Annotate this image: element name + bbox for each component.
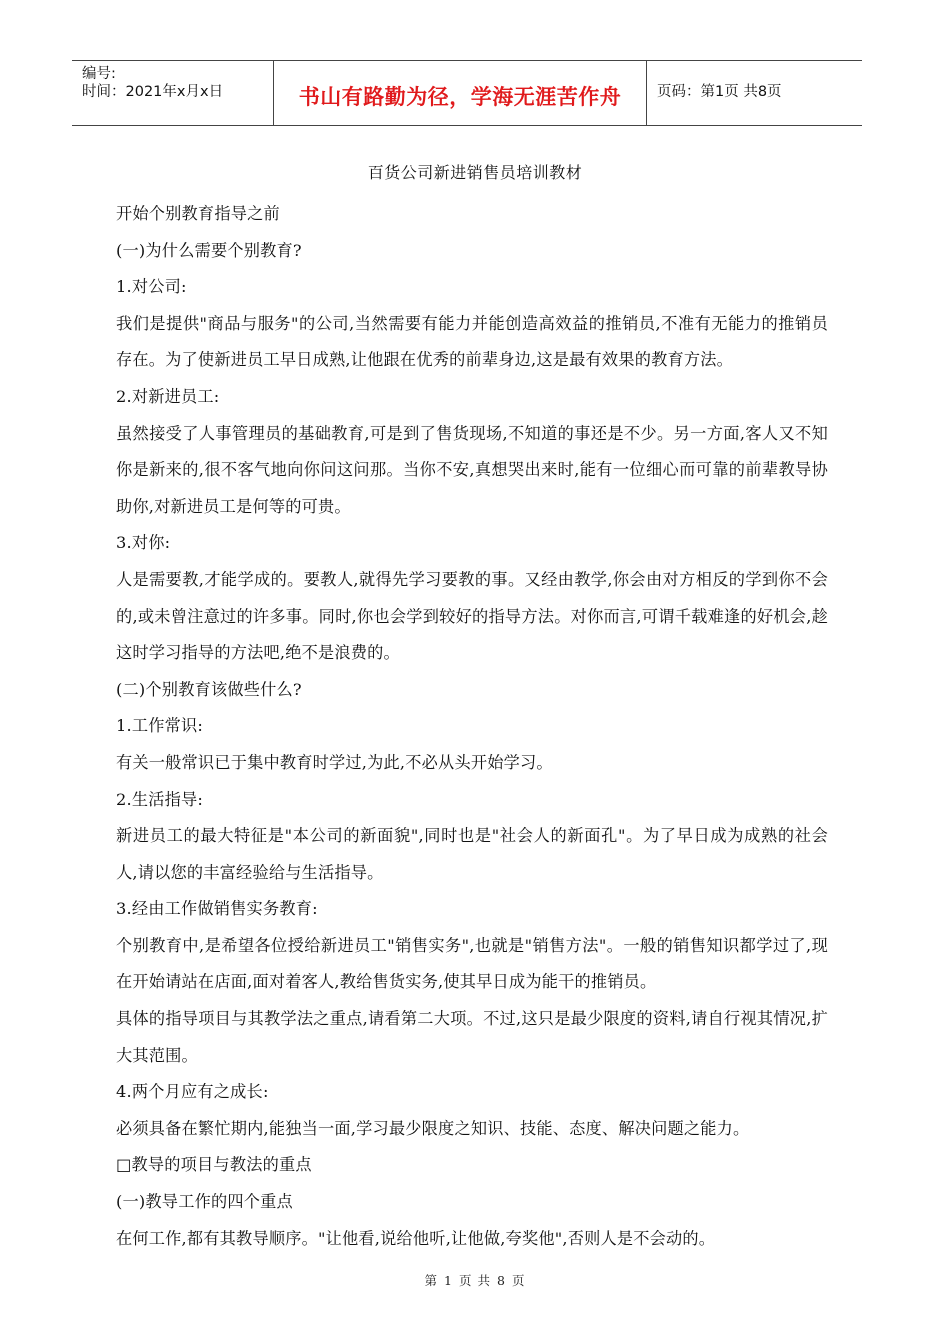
page-footer — [0, 1271, 950, 1289]
footer-suffix: 页 — [511, 1273, 526, 1288]
paragraph: 在何工作,都有其教导顺序。"让他看,说给他听,让他做,夸奖他",否则人是不会动的。 — [116, 1228, 716, 1248]
footer-prefix: 第 — [424, 1273, 439, 1288]
paragraph: 我们是提供"商品与服务"的公司,当然需要有能力并能创造高效益的推销员,不准有无能力的推销员存在。为了使新进员工早日成熟,让他跟在优秀的前辈身边,这是最有效果的教育方法。 — [116, 313, 828, 370]
paragraph: 1.工作常识: — [116, 716, 204, 736]
paragraph: 4.两个月应有之成长: — [116, 1082, 269, 1102]
document-title: 百货公司新进销售员培训教材 — [367, 163, 583, 182]
header-left-cell — [72, 61, 274, 125]
paragraph: 有关一般常识已于集中教育时学过,为此,不必从头开始学习。 — [116, 752, 553, 772]
paragraph: 2.生活指导: — [116, 789, 204, 809]
paragraph: (二)个别教育该做些什么? — [116, 679, 302, 699]
header-motto: 书山有路勤为径，学海无涯苦作舟 — [298, 85, 622, 109]
paragraph: 必须具备在繁忙期内,能独当一面,学习最少限度之知识、技能、态度、解决问题之能力。 — [116, 1118, 750, 1138]
header-page-label: 页码：第1页 共8页 — [657, 84, 782, 100]
paragraph: 3.经由工作做销售实务教育: — [116, 899, 318, 919]
paragraph: 3.对你: — [116, 533, 171, 553]
header-right-cell — [647, 61, 862, 125]
paragraph: 开始个别教育指导之前 — [116, 204, 280, 223]
footer-page-number: 1 — [444, 1273, 453, 1288]
paragraph: 个别教育中,是希望各位授给新进员工"销售实务",也就是"销售方法"。一般的销售知识都学过了,现在开始请站在店面,面对着客人,教给售货实务,使其早日成为能干的推销员。 — [116, 935, 828, 992]
document-number-label: 编号: — [82, 66, 116, 82]
paragraph: 新进员工的最大特征是"本公司的新面貌",同时也是"社会人的新面孔"。为了早日成为成熟的社会人,请以您的丰富经验给与生活指导。 — [116, 826, 828, 882]
paragraph: 1.对公司: — [116, 277, 187, 297]
paragraph: (一)教导工作的四个重点 — [116, 1192, 293, 1212]
footer-total-pages: 8 — [496, 1273, 506, 1288]
page-header — [72, 60, 862, 126]
paragraph: 2.对新进员工: — [116, 386, 220, 406]
document-body — [116, 196, 828, 1257]
paragraph: (一)为什么需要个别教育? — [116, 240, 302, 260]
paragraph: 人是需要教,才能学成的。要教人,就得先学习要教的事。又经由教学,你会由对方相反的学到你不会的,或未曾注意过的许多事。同时,你也会学到较好的指导方法。对你而言,可谓千载难逢的好机会,趁这时学习指导的方法吧,绝不是浪费的。 — [116, 569, 828, 663]
paragraph: □教导的项目与教法的重点 — [116, 1155, 312, 1175]
paragraph: 虽然接受了人事管理员的基础教育,可是到了售货现场,不知道的事还是不少。另一方面,客人又不知你是新来的,很不客气地向你问这问那。当你不安,真想哭出来时,能有一位细心而可靠的前辈教导协助你,对新进员工是何等的可贵。 — [116, 423, 828, 516]
header-motto-cell — [274, 61, 647, 125]
document-date-label: 时间：2021年x月x日 — [82, 84, 224, 100]
paragraph: 具体的指导项目与其教学法之重点,请看第二大项。不过,这只是最少限度的资料,请自行视其情况,扩大其范围。 — [116, 1009, 828, 1065]
footer-mid: 页 共 — [459, 1273, 491, 1288]
